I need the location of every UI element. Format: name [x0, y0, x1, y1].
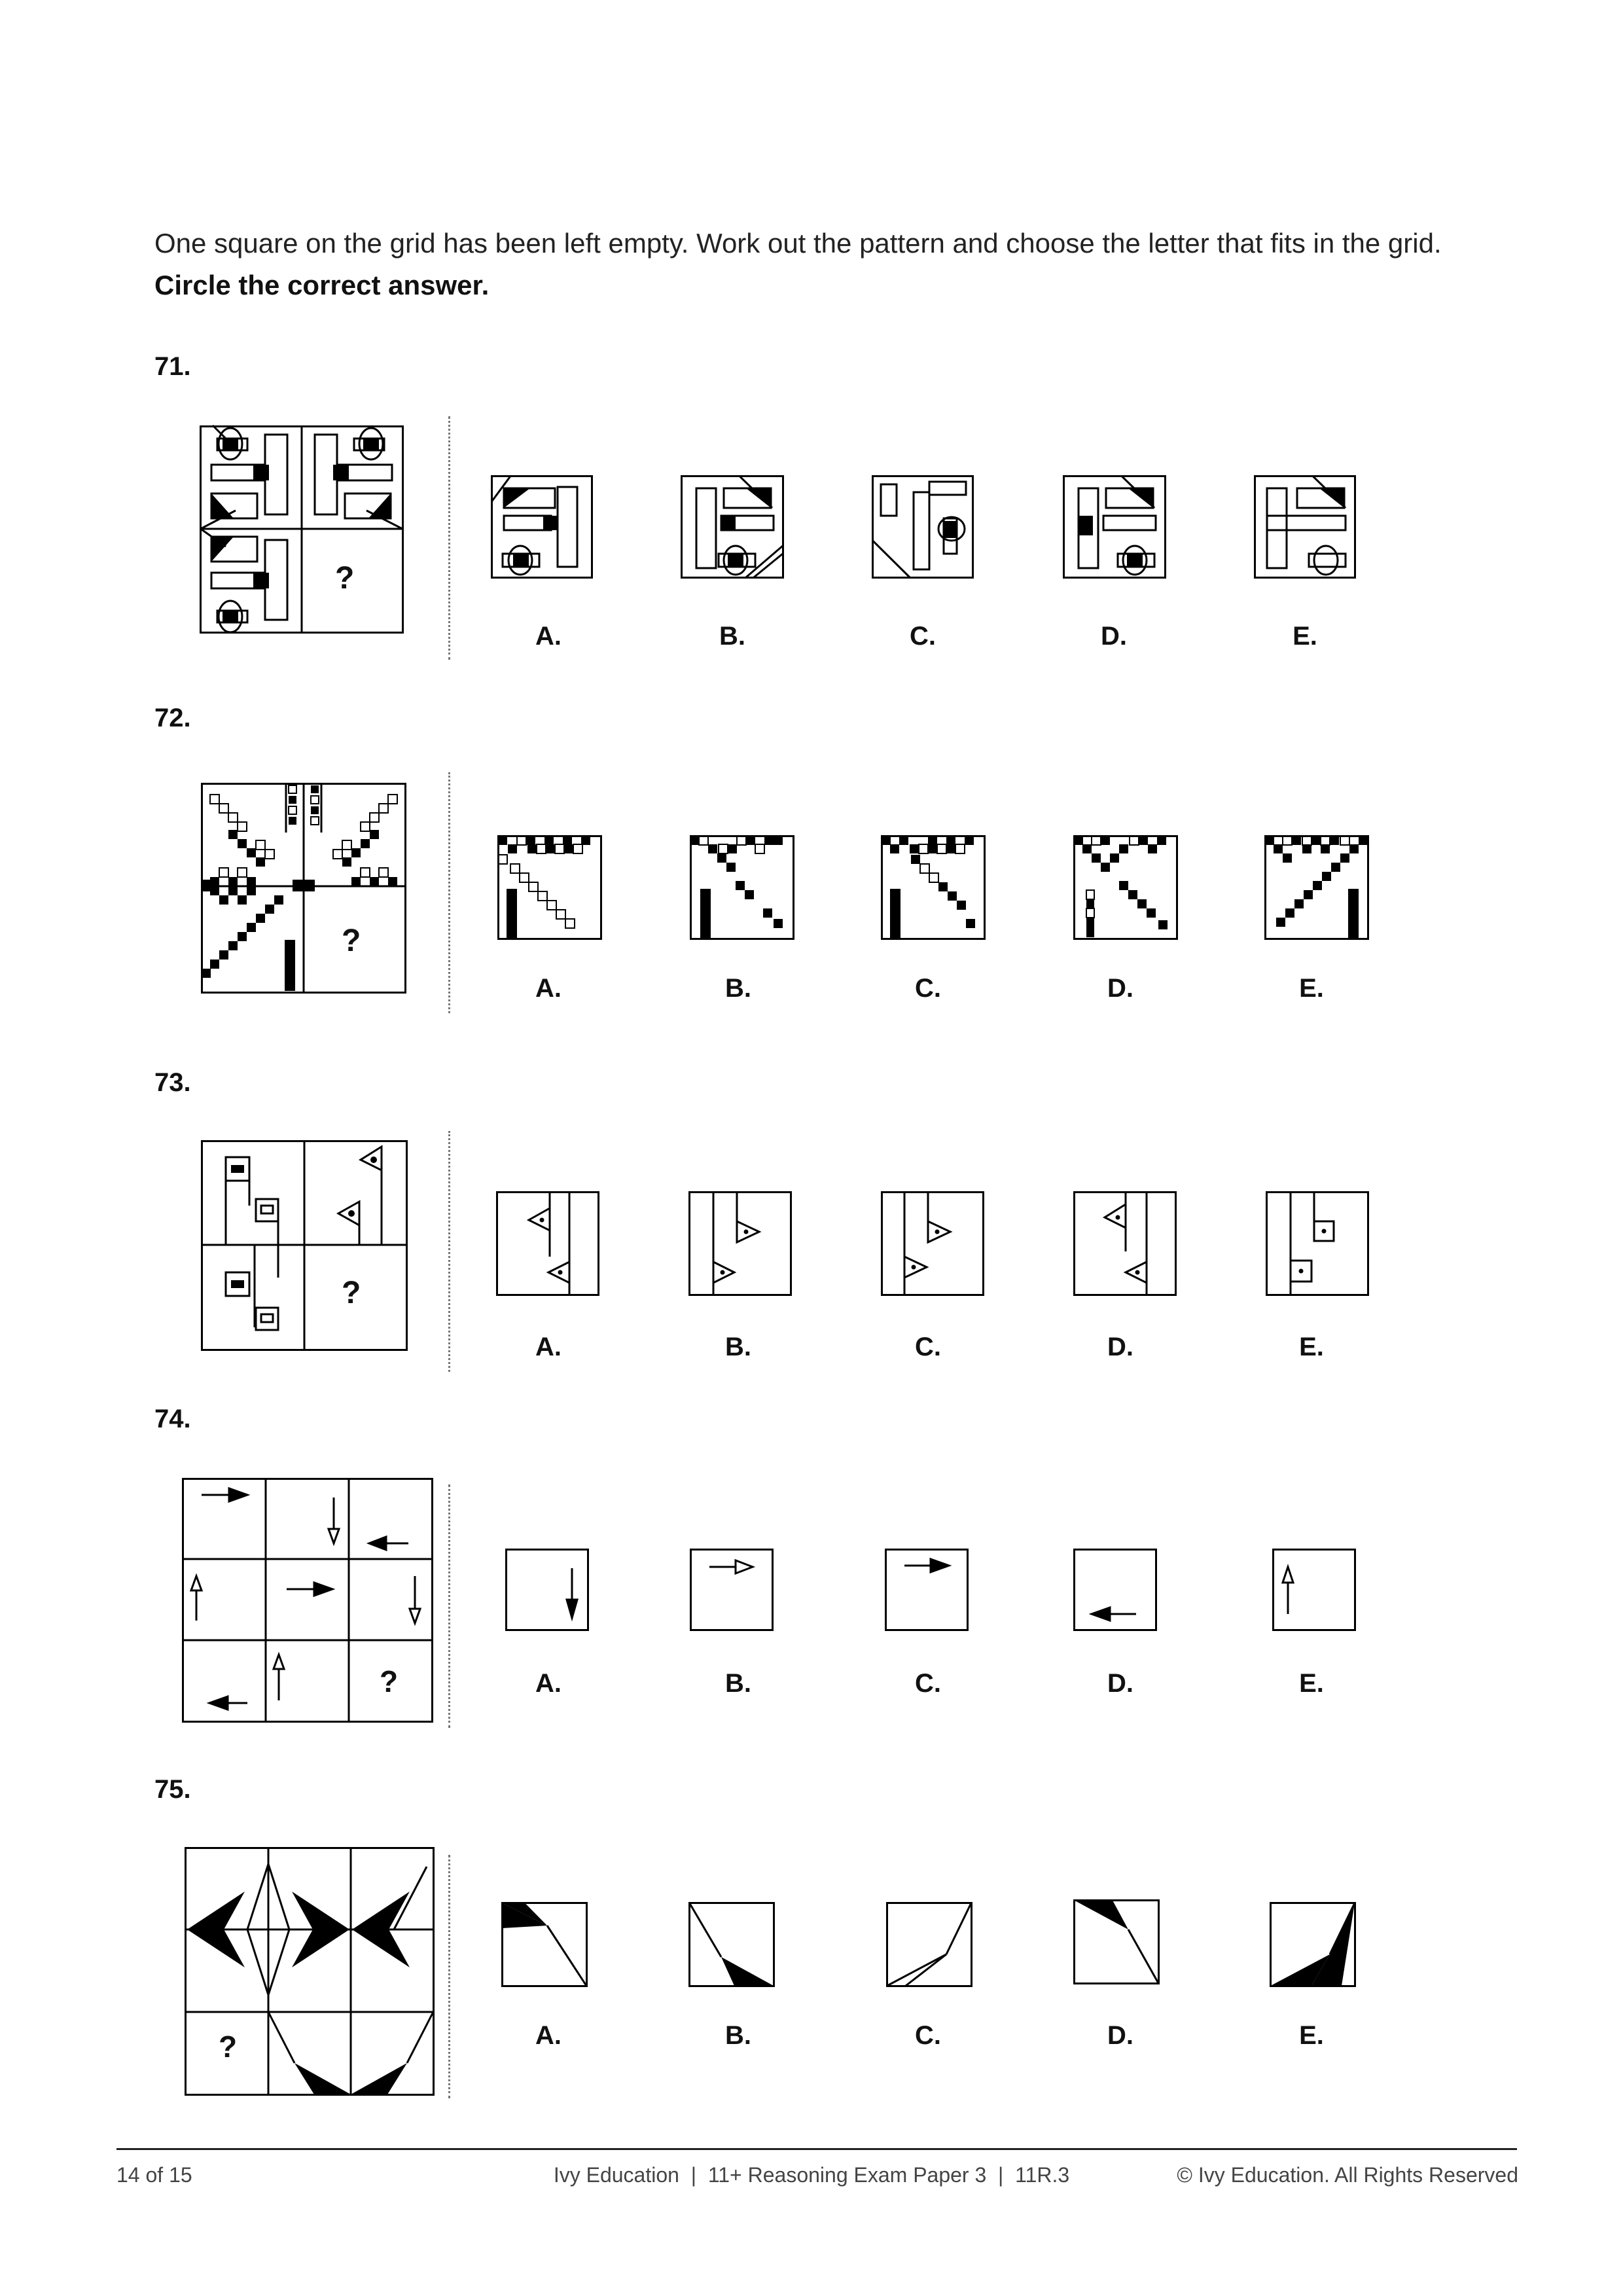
q73-option-a-figure[interactable] [496, 1191, 599, 1296]
q71-option-a[interactable]: A. [535, 622, 562, 651]
q75-option-b-figure[interactable] [688, 1902, 775, 1987]
q75-option-a-figure[interactable] [501, 1902, 588, 1987]
q74-option-c-figure[interactable] [885, 1549, 969, 1631]
q71-option-b[interactable]: B. [719, 622, 745, 651]
q73-missing-mark: ? [342, 1276, 361, 1310]
q74-missing-mark: ? [380, 1664, 399, 1698]
question-number: 75. [154, 1775, 191, 1804]
q73-option-c[interactable]: C. [915, 1333, 941, 1361]
q73-option-a[interactable]: A. [535, 1333, 562, 1361]
q71-option-e[interactable]: E. [1293, 622, 1317, 651]
q71-option-c[interactable]: C. [910, 622, 936, 651]
footer-copyright: © Ivy Education. All Rights Reserved [1177, 2163, 1518, 2187]
q71-option-a-figure[interactable] [491, 475, 593, 579]
q75-divider [448, 1855, 450, 2098]
q72-option-e[interactable]: E. [1299, 974, 1324, 1003]
q71-option-d[interactable]: D. [1101, 622, 1127, 651]
question-number: 71. [154, 352, 191, 381]
q71-option-c-figure[interactable] [872, 475, 974, 579]
q72-option-e-figure[interactable] [1264, 835, 1369, 940]
q75-option-e[interactable]: E. [1299, 2021, 1324, 2050]
q74-option-b[interactable]: B. [725, 1669, 751, 1698]
q72-option-d[interactable]: D. [1107, 974, 1133, 1003]
q73-option-d-figure[interactable] [1073, 1191, 1177, 1296]
question-number: 73. [154, 1068, 191, 1097]
q72-divider [448, 772, 450, 1013]
question-number: 74. [154, 1405, 191, 1433]
instruction-text: One square on the grid has been left empty. Work out the pattern and choose the letter that fits in the grid. [154, 228, 1442, 259]
q75-option-d[interactable]: D. [1107, 2021, 1133, 2050]
q71-option-b-figure[interactable] [681, 475, 784, 579]
q72-option-d-figure[interactable] [1073, 835, 1178, 940]
q71-option-d-figure[interactable] [1063, 475, 1166, 579]
q71-divider [448, 416, 450, 660]
q74-option-a[interactable]: A. [535, 1669, 562, 1698]
q75-option-b[interactable]: B. [725, 2021, 751, 2050]
instructions [154, 223, 1529, 306]
q71-missing-mark: ? [335, 561, 355, 596]
q74-option-a-figure[interactable] [505, 1549, 589, 1631]
q74-option-d-figure[interactable] [1073, 1549, 1157, 1631]
q74-option-e[interactable]: E. [1299, 1669, 1324, 1698]
footer-title: Ivy Education | 11+ Reasoning Exam Paper 3 | 11R.3 [553, 2163, 1070, 2187]
question-number: 72. [154, 704, 191, 732]
page-number: 14 of 15 [116, 2163, 192, 2187]
q72-option-a[interactable]: A. [535, 974, 562, 1003]
q73-option-d[interactable]: D. [1107, 1333, 1133, 1361]
q74-option-c[interactable]: C. [915, 1669, 941, 1698]
q72-grid [201, 783, 406, 994]
q73-divider [448, 1131, 450, 1372]
q72-option-c-figure[interactable] [881, 835, 986, 940]
q73-option-c-figure[interactable] [881, 1191, 984, 1296]
q75-option-d-figure[interactable] [1073, 1899, 1160, 1984]
q75-missing-mark: ? [219, 2030, 238, 2064]
footer-rule [116, 2148, 1517, 2150]
q72-option-c[interactable]: C. [915, 974, 941, 1003]
q74-divider [448, 1484, 450, 1728]
q74-option-d[interactable]: D. [1107, 1669, 1133, 1698]
q75-option-a[interactable]: A. [535, 2021, 562, 2050]
q73-grid [201, 1140, 408, 1351]
q73-option-e-figure[interactable] [1266, 1191, 1369, 1296]
q73-option-e[interactable]: E. [1299, 1333, 1324, 1361]
q72-missing-mark: ? [342, 924, 361, 958]
q71-grid [200, 425, 404, 634]
q73-option-b[interactable]: B. [725, 1333, 751, 1361]
q75-option-c-figure[interactable] [886, 1902, 972, 1987]
q73-option-b-figure[interactable] [688, 1191, 792, 1296]
instruction-emphasis: Circle the correct answer. [154, 270, 490, 300]
q72-option-b-figure[interactable] [690, 835, 794, 940]
q74-option-b-figure[interactable] [690, 1549, 774, 1631]
q72-option-a-figure[interactable] [497, 835, 602, 940]
q75-option-e-figure[interactable] [1270, 1902, 1356, 1987]
q71-option-e-figure[interactable] [1254, 475, 1356, 579]
q75-option-c[interactable]: C. [915, 2021, 941, 2050]
q74-option-e-figure[interactable] [1272, 1549, 1356, 1631]
q72-option-b[interactable]: B. [725, 974, 751, 1003]
